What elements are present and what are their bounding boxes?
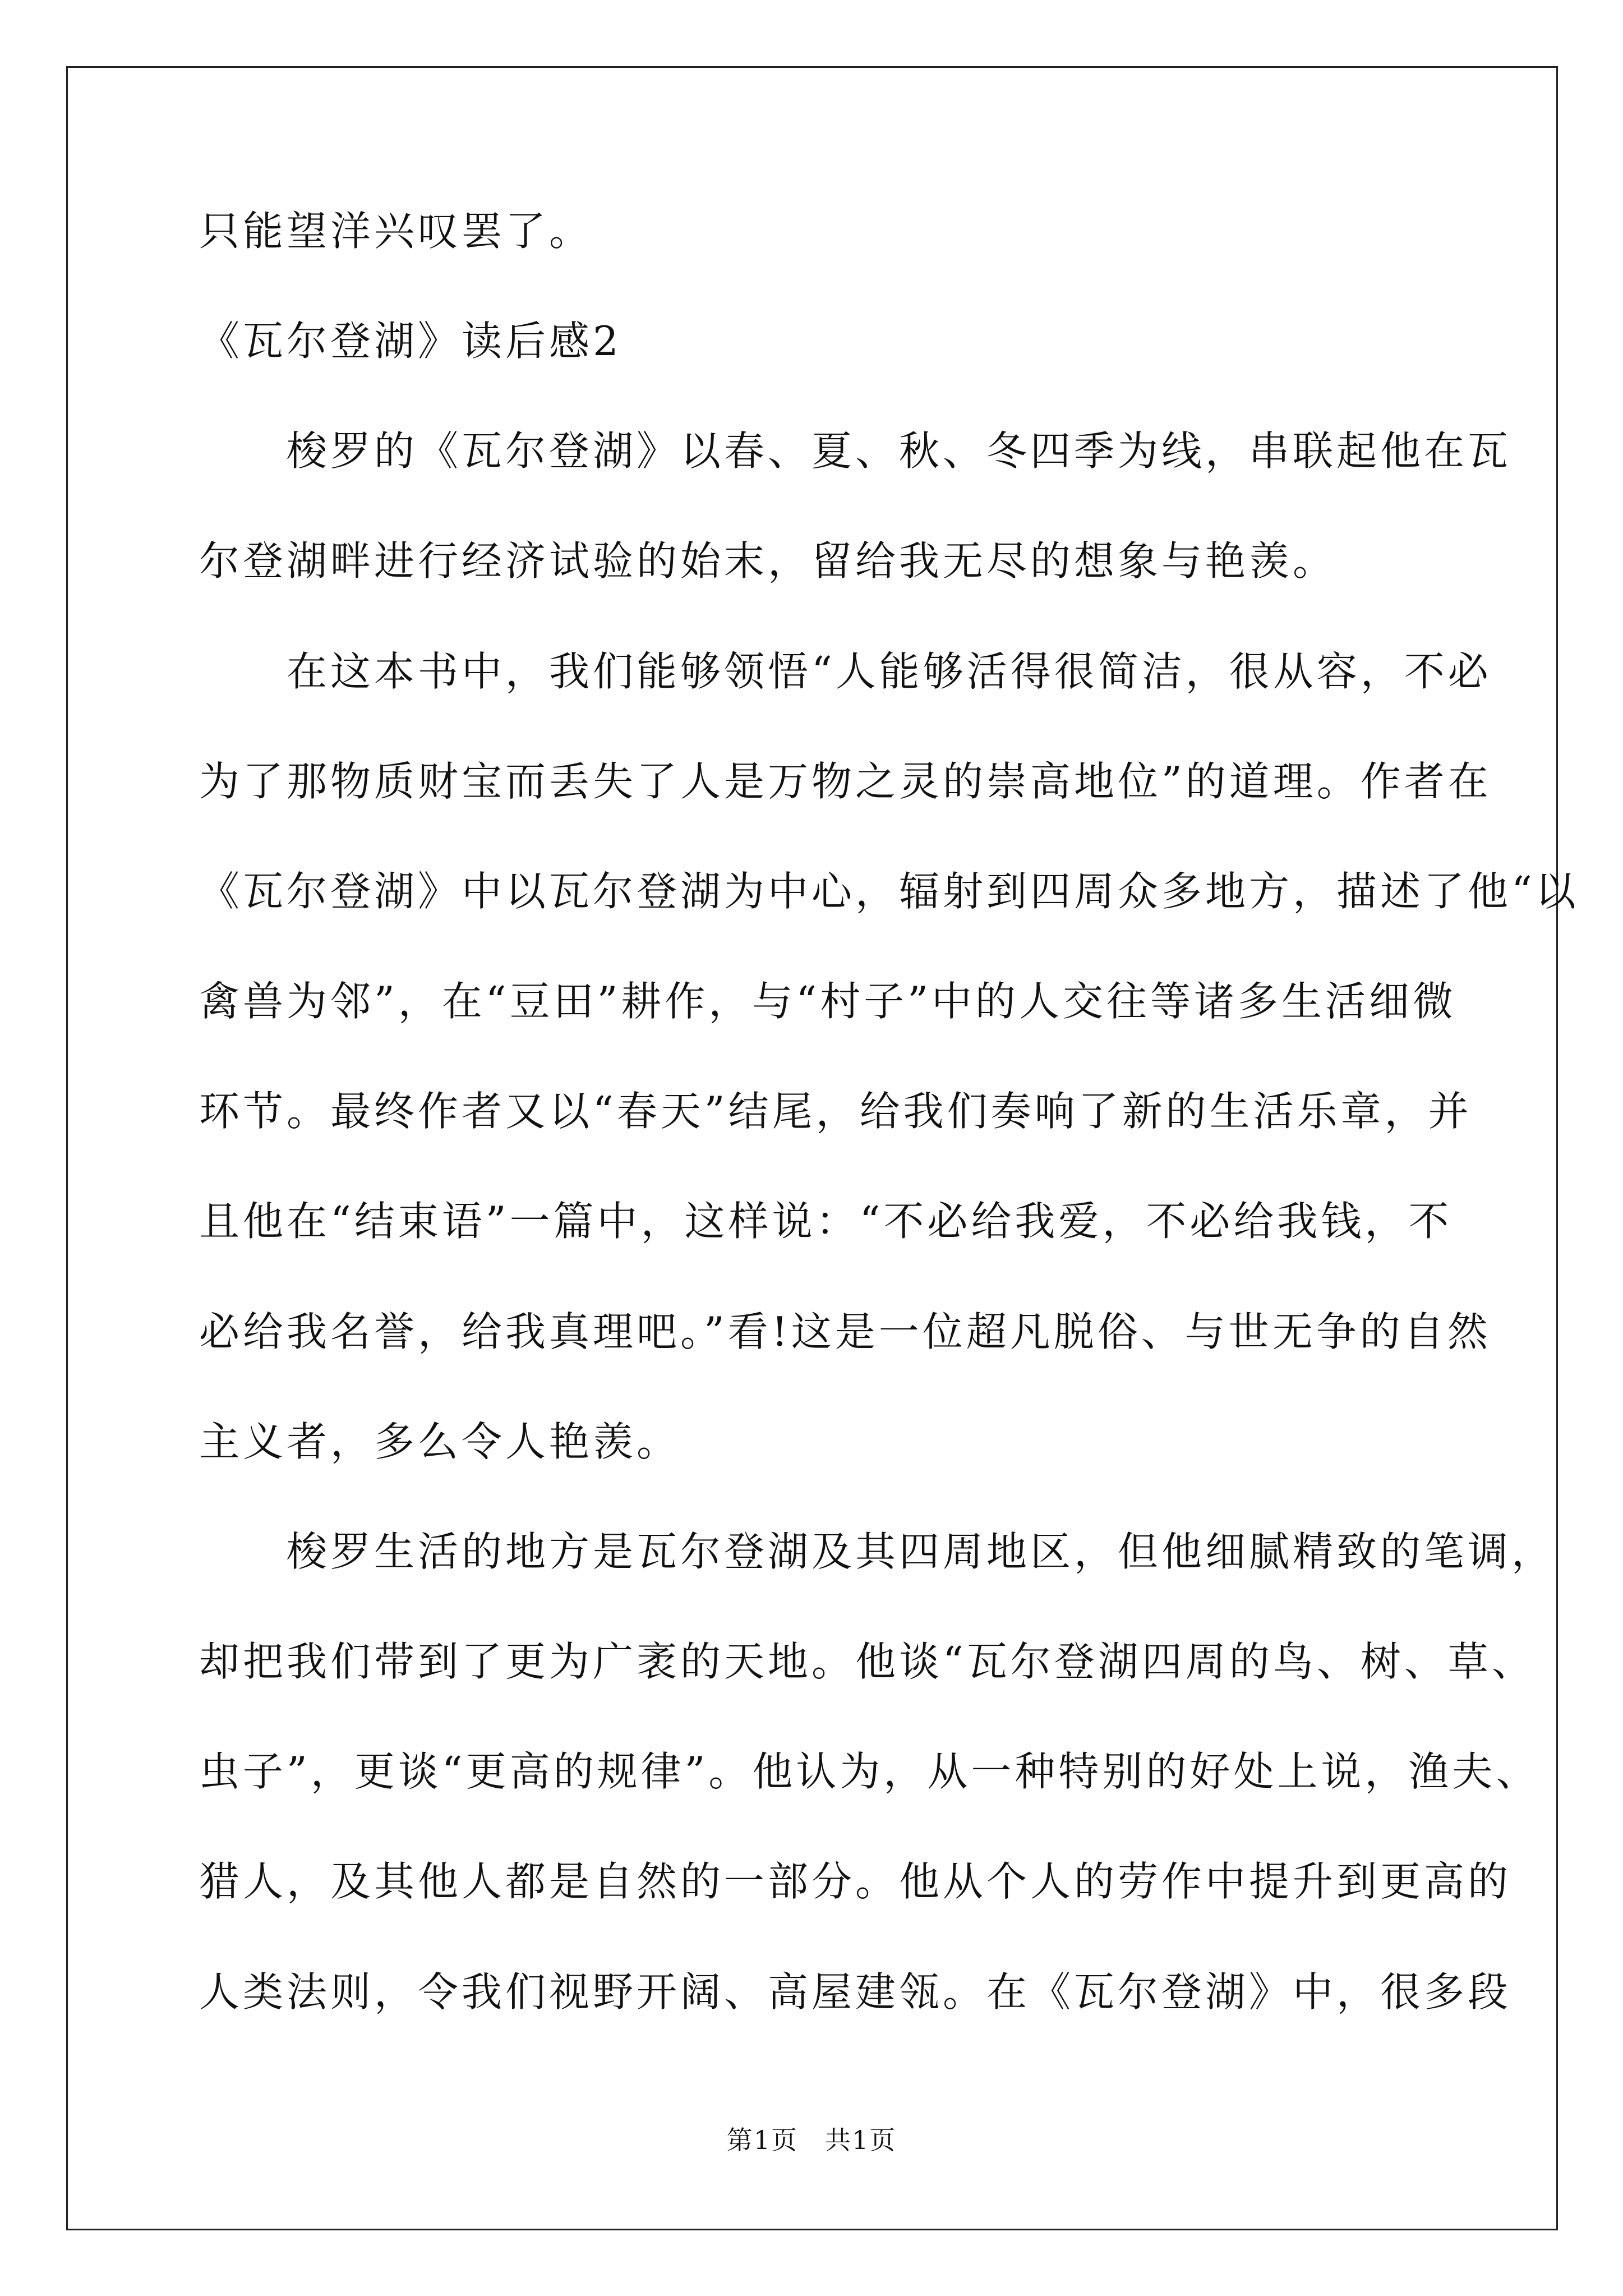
text-line-12: 主义者，多么令人艳羡。 xyxy=(199,1418,681,1465)
text-line-10: 且他在“结束语”一篇中，这样说：“不必给我爱，不必给我钱，不 xyxy=(199,1198,1453,1245)
text-line-6: 为了那物质财宝而丢失了人是万物之灵的崇高地位”的道理。作者在 xyxy=(199,758,1492,805)
text-line-9: 环节。最终作者又以“春天”结尾，给我们奏响了新的生活乐章，并 xyxy=(199,1088,1472,1135)
text-line-17: 人类法则，令我们视野开阔、高屋建瓴。在《瓦尔登湖》中，很多段 xyxy=(199,1968,1512,2016)
text-line-3: 梭罗的《瓦尔登湖》以春、夏、秋、冬四季为线，串联起他在瓦 xyxy=(199,427,1512,475)
page-number-footer: 第1页 共1页 xyxy=(726,2125,897,2155)
text-line-13: 梭罗生活的地方是瓦尔登湖及其四周地区，但他细腻精致的笔调， xyxy=(199,1528,1556,1575)
text-line-14: 却把我们带到了更为广袤的天地。他谈“瓦尔登湖四周的鸟、树、草、 xyxy=(199,1638,1536,1685)
text-line-16: 猎人，及其他人都是自然的一部分。他从个人的劳作中提升到更高的 xyxy=(199,1858,1512,1905)
text-line-1: 只能望洋兴叹罢了。 xyxy=(199,208,593,255)
section-heading: 《瓦尔登湖》读后感2 xyxy=(199,318,622,365)
text-line-15: 虫子”，更谈“更高的规律”。他认为，从一种特别的好处上说，渔夫、 xyxy=(199,1748,1540,1795)
text-line-8: 禽兽为邻”，在“豆田”耕作，与“村子”中的人交往等诸多生活细微 xyxy=(199,978,1457,1025)
text-line-4: 尔登湖畔进行经济试验的始末，留给我无尽的想象与艳羡。 xyxy=(199,537,1337,585)
text-line-5: 在这本书中，我们能够领悟“人能够活得很简洁，很从容，不必 xyxy=(199,648,1492,695)
text-line-11: 必给我名誉，给我真理吧。”看!这是一位超凡脱俗、与世无争的自然 xyxy=(199,1308,1491,1355)
text-line-7: 《瓦尔登湖》中以瓦尔登湖为中心，辐射到四周众多地方，描述了他“以 xyxy=(199,868,1579,915)
